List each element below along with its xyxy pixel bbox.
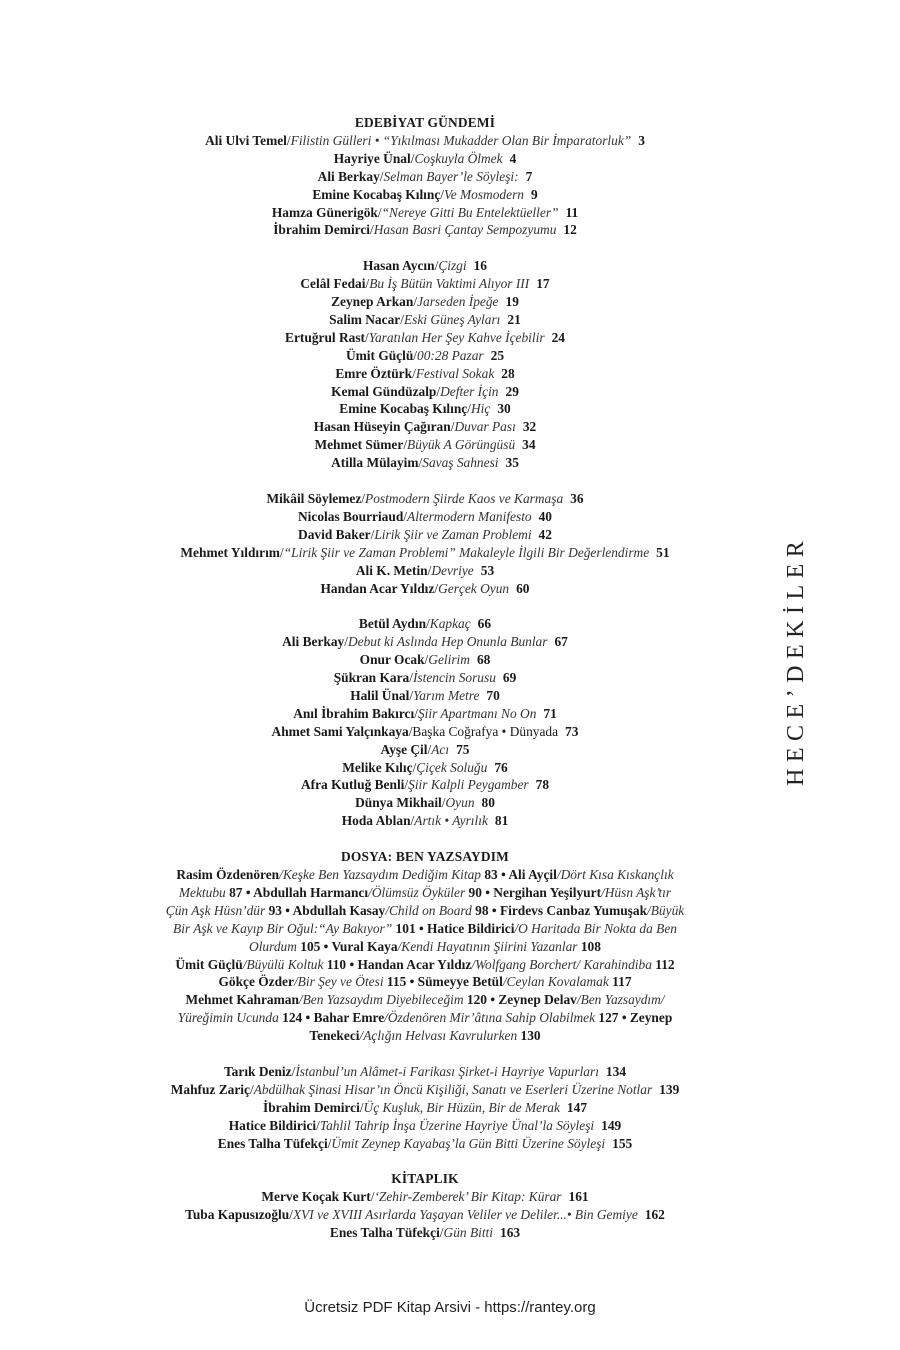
entry-page-number: 73 [565,723,579,739]
entry-page-number: 139 [659,1081,680,1097]
entry-page-number: 70 [486,687,500,703]
toc-entry: Emine Kocabaş Kılınç/Ve Mosmodern 9 [312,186,538,202]
entry-page-number: 81 [494,813,509,829]
entry-title: Çizgi [438,258,467,274]
entry-page-number: 53 [480,562,495,578]
entry-title: Gerçek Oyun [438,580,510,596]
entry-title: Şiir Kalpli Peygamber [408,777,529,793]
entry-title: Ve Mosmodern [444,186,524,202]
entry-page-number: 60 [516,580,530,596]
entry-author: Anıl İbrahim Bakırcı [293,705,415,721]
toc-entry: Celâl Fedai/Bu İş Bütün Vaktimi Alıyor III 17 [300,276,550,292]
toc-entry: Betül Aydın/Kapkaç 66 [358,616,492,632]
toc-entry: Tuba Kapusızoğlu/XVI ve XVIII Asırlarda Yaşayan Veliler ve Deliler...• Bin Gemiye 162 [185,1207,665,1223]
toc-entry: Ahmet Sami Yalçınkaya/Başka Coğrafya • Dünyada 73 [271,723,579,739]
entry-title: “Lirik Şiir ve Zaman Problemi” Makaleyle İlgili Bir Değerlendirme [283,544,650,560]
dosya-line [120,973,730,991]
toc-entry: Tarık Deniz/İstanbul’un Alâmet-i Farikası Şirket-i Hayriye Vapurları 134 [223,1063,627,1079]
toc-entry: Afra Kutluğ Benli/Şiir Kalpli Peygamber 78 [300,777,550,793]
entry-page-number: 76 [494,759,508,775]
dosya-line [120,902,730,920]
dosya-author: 98 • Firdevs Canbaz Yumuşak [475,902,648,918]
entry-title: Lirik Şiir ve Zaman Problemi [374,526,532,542]
entry-title: Kapkaç [429,616,471,632]
toc-entry: Hatice Bildirici/Tahlil Tahrip İnşa Üzerine Hayriye Ünal’la Söyleşi 149 [228,1117,622,1133]
dosya-title: /O Haritada Bir Nokta da Ben [514,920,677,936]
entry-page-number: 7 [525,168,533,184]
entry-author: Atilla Mülayim [331,455,419,471]
toc-entry: Atilla Mülayim/Savaş Sahnesi 35 [331,455,519,471]
dosya-author: Ümit Güçlü [175,956,243,972]
toc-entry: Hoda Ablan/Artık • Ayrılık 81 [341,813,509,829]
entry-title: Yarım Metre [413,687,480,703]
dosya-author: 120 • Zeynep Delav [466,992,577,1008]
entry-page-number: 25 [490,347,505,363]
entry-page-number: 35 [505,455,519,471]
dosya-line [120,938,730,956]
toc-entry: Ali K. Metin/Devriye 53 [355,562,495,578]
entry-author: Enes Talha Tüfekçi [329,1225,440,1241]
entry-page-number: 80 [481,795,495,811]
entry-title: Büyük A Görüngüsü [407,437,516,453]
entry-page-number: 68 [476,652,491,668]
entry-author: Emre Öztürk [335,365,413,381]
dosya-title: /Ceylan Kovalamak [502,974,613,990]
entry-title: Defter İçin [440,383,499,399]
entry-author: Ali Berkay [282,634,345,650]
entry-author: Emine Kocabaş Kılınç [312,186,441,202]
toc-entry: Zeynep Arkan/Jarseden İpeğe 19 [331,294,519,310]
toc-entry: Anıl İbrahim Bakırcı/Şiir Apartmanı No On 71 [293,705,557,721]
entry-author: Hamza Günerigök [271,204,378,220]
dosya-author: 101 • Hatice Bildirici [395,920,515,936]
dosya-title: Çün Aşk Hüsn’dür [165,902,269,918]
entry-author: Ümit Güçlü [345,347,414,363]
entry-page-number: 71 [543,705,557,721]
entry-author: Ahmet Sami Yalçınkaya [271,723,409,739]
entry-title: İstencin Sorusu [412,670,496,686]
entry-title: Acı [431,741,450,757]
entry-author: Emine Kocabaş Kılınç [339,401,468,417]
toc-entry: Ümit Güçlü/00:28 Pazar 25 [345,347,505,363]
entry-title: Duvar Pası [454,419,516,435]
toc-entry: Enes Talha Tüfekçi/Ümit Zeynep Kayabaş’la Gün Bitti Üzerine Söyleşi 155 [217,1135,633,1151]
toc-entry: Kemal Gündüzalp/Defter İçin 29 [331,383,519,399]
entry-author: Betül Aydın [358,616,427,632]
section-spacer [120,830,730,848]
entry-author: Salim Nacar [329,311,401,327]
entry-page-number: 19 [505,294,519,310]
dosya-author: 112 [655,956,675,972]
entry-title: İstanbul’un Alâmet-i Farikası Şirket-i Hayriye Vapurları [295,1063,599,1079]
entry-page-number: 16 [473,258,487,274]
entry-page-number: 163 [500,1225,521,1241]
entry-author: Mikâil Söylemez [266,491,362,506]
entry-title: Artık • Ayrılık [414,813,488,829]
dosya-author: 124 • Bahar Emre [282,1010,385,1026]
toc-entry: Dünya Mikhail/Oyun 80 [355,795,495,811]
entry-title: Çiçek Soluğu [416,759,488,775]
entry-page-number: 3 [638,132,645,148]
entry-author: Hayriye Ünal [333,150,411,166]
entry-author: Ertuğrul Rast [285,329,366,345]
entry-page-number: 17 [536,276,550,292]
entry-author: Tuba Kapusızoğlu [185,1207,290,1223]
entry-author: Mehmet Sümer [314,437,404,453]
entry-page-number: 12 [563,222,577,238]
toc-entry: Şükran Kara/İstencin Sorusu 69 [333,670,517,686]
entry-title: Başka Coğrafya • Dünyada [412,723,559,739]
entry-author: Dünya Mikhail [355,795,442,811]
entry-title: Devriye [431,562,474,578]
entry-title: Coşkuyla Ölmek [414,150,503,166]
entry-author: Mahfuz Zariç [170,1081,250,1097]
entry-page-number: 155 [612,1135,633,1151]
entry-title: Altermodern Manifesto [407,508,532,524]
entry-title: Hasan Basri Çantay Sempozyumu [373,222,557,238]
toc-entry: Halil Ünal/Yarım Metre 70 [350,687,500,703]
entry-author: Zeynep Arkan [331,294,414,310]
entry-page-number: 42 [538,526,552,542]
entry-title: Üç Kuşluk, Bir Hüzün, Bir de Merak [363,1099,560,1115]
dosya-author: 110 • Handan Acar Yıldız [326,956,472,972]
entry-page-number: 32 [522,419,537,435]
toc-entry: Enes Talha Tüfekçi/Gün Bitti 163 [329,1225,521,1241]
entry-title: Debut ki Aslında Hep Onunla Bunlar [347,634,548,650]
entry-page-number: 75 [456,741,470,757]
entry-page-number: 67 [554,634,568,650]
toc-entry: Ali Berkay/Debut ki Aslında Hep Onunla Bunlar 67 [282,634,568,650]
entry-author: İbrahim Demirci [262,1099,360,1115]
dosya-line [120,920,730,938]
dosya-title: /Ben Yazsaydım/ [576,992,665,1008]
entry-title: Yaratılan Her Şey Kahve İçebilir [368,329,545,345]
entry-author: Ayşe Çil [380,741,428,757]
dosya-title: /Bir Şey ve Ötesi [293,974,387,990]
entry-author: Ali K. Metin [355,562,428,578]
dosya-author: 90 • Nergihan Yeşilyurt [468,884,602,900]
dosya-author: 87 • Abdullah Harmancı [229,884,369,900]
toc-entry: Melike Kılıç/Çiçek Soluğu 76 [342,759,508,775]
toc-entry: David Baker/Lirik Şiir ve Zaman Problemi 42 [298,526,552,542]
entry-title: Tahlil Tahrip İnşa Üzerine Hayriye Ünal’la Söyleşi [319,1117,595,1133]
entry-author: Mehmet Yıldırım [180,544,280,560]
section-spacer [120,1045,730,1063]
toc-entry: Handan Acar Yıldız/Gerçek Oyun 60 [320,580,530,596]
entry-title: Şiir Apartmanı No On [417,705,537,721]
entry-title: Selman Bayer’le Söyleşi: [383,168,519,184]
entry-author: İbrahim Demirci [273,222,371,238]
table-of-contents [120,114,730,1242]
dosya-author: 93 • Abdullah Kasay [268,902,386,918]
entry-author: Tarık Deniz [223,1063,292,1079]
entry-author: Halil Ünal [350,687,410,703]
entry-page-number: 161 [568,1189,589,1205]
entry-page-number: 29 [505,383,519,399]
entry-page-number: 28 [501,365,515,381]
entry-title: 00:28 Pazar [417,347,484,363]
footer-text: Ücretsiz PDF Kitap Arsivi - https://rantey.org [304,1299,596,1316]
dosya-line [120,884,730,902]
dosya-line [120,1027,730,1045]
section-heading: KİTAPLIK [391,1171,459,1187]
toc-entry: Ali Berkay/Selman Bayer’le Söyleşi: 7 [317,168,533,184]
entry-title: Festival Sokak [415,365,495,381]
section-spacer [120,1152,730,1170]
toc-entry: Mahfuz Zariç/Abdülhak Şinasi Hisar’ın Öncü Kişiliği, Sanatı ve Eserleri Üzerine Notlar 139 [170,1081,680,1097]
entry-page-number: 147 [566,1099,588,1115]
toc-entry: Emre Öztürk/Festival Sokak 28 [335,365,515,381]
entry-author: Kemal Gündüzalp [331,383,437,399]
entry-page-number: 30 [497,401,511,417]
entry-title: Bu İş Bütün Vaktimi Alıyor III [369,276,530,292]
dosya-author: Gökçe Özder [218,974,294,990]
dosya-title: /Keşke Ben Yazsaydım Dediğim Kitap [279,867,485,882]
dosya-line [120,991,730,1009]
dosya-title: /Hüsn Aşk’tır [601,884,672,900]
dosya-title: Olurdum [249,938,301,954]
entry-title: Gelirim [428,652,470,668]
dosya-title: /Ölümsüz Öyküler [368,884,469,900]
dosya-author: 108 [580,938,601,954]
entry-page-number: 24 [551,329,565,345]
entry-title: ‘Zehir-Zemberek’ Bir Kitap: Kürar [374,1189,562,1205]
toc-entry: Hayriye Ünal/Coşkuyla Ölmek 4 [333,150,517,166]
toc-entry: Mikâil Söylemez/Postmodern Şiirde Kaos ve Karmaşa 36 [266,491,584,506]
entry-title: Abdülhak Şinasi Hisar’ın Öncü Kişiliği, Sanatı ve Eserleri Üzerine Notlar [253,1081,653,1097]
toc-entry: Ali Ulvi Temel/Filistin Gülleri • “Yıkılması Mukadder Olan Bir İmparatorluk” 3 [205,132,645,148]
dosya-author: Mehmet Kahraman [185,992,299,1008]
section-spacer [120,597,730,615]
toc-entry: Ayşe Çil/Acı 75 [380,741,470,757]
toc-entry: Emine Kocabaş Kılınç/Hiç 30 [339,401,511,417]
dosya-title: /Kendi Hayatının Şiirini Yazanlar [397,938,581,954]
dosya-title: /Child on Board [385,902,476,918]
section-heading: DOSYA: BEN YAZSAYDIM [341,849,509,865]
entry-page-number: 51 [656,544,670,560]
entry-title: Oyun [445,795,475,811]
dosya-author: 130 [520,1028,541,1044]
entry-page-number: 162 [644,1207,665,1223]
entry-author: Ali Berkay [317,168,380,184]
dosya-title: Bir Aşk ve Kayıp Bir Oğul:“Ay Bakıyor” [173,920,396,936]
entry-page-number: 4 [509,150,517,166]
entry-title: XVI ve XVIII Asırlarda Yaşayan Veliler ve Deliler...• Bin Gemiye [292,1207,638,1223]
side-title: HECE’DEKİLER [783,534,809,786]
dosya-author: Rasim Özdenören [176,867,280,882]
dosya-title: /Büyülü Koltuk [242,956,327,972]
section-heading: EDEBİYAT GÜNDEMİ [354,115,496,130]
entry-author: Celâl Fedai [300,276,366,292]
entry-page-number: 78 [535,777,550,793]
dosya-title: /Ben Yazsaydım Diyebileceğim [298,992,467,1008]
dosya-author: 105 • Vural Kaya [300,938,398,954]
toc-entry: Hamza Günerigök/“Nereye Gitti Bu Entelektüeller” 11 [271,204,579,220]
dosya-title: /Wolfgang Borchert/ Karahindiba [471,956,656,972]
dosya-line [120,866,730,884]
entry-page-number: 134 [605,1063,627,1079]
toc-entry: İbrahim Demirci/Hasan Basri Çantay Sempozyumu 12 [273,222,577,238]
section-spacer [120,239,730,257]
entry-author: Hasan Aycın [363,258,435,274]
dosya-line [120,956,730,974]
toc-entry: Ertuğrul Rast/Yaratılan Her Şey Kahve İçebilir 24 [285,329,565,345]
entry-page-number: 34 [522,437,536,453]
entry-page-number: 9 [530,186,538,202]
entry-page-number: 149 [601,1117,622,1133]
entry-author: Hatice Bildirici [228,1117,317,1133]
entry-title: Jarseden İpeğe [417,294,499,310]
dosya-author: 83 • Ali Ayçil [484,867,557,882]
entry-author: Şükran Kara [333,670,410,686]
toc-entry: Mehmet Yıldırım/“Lirik Şiir ve Zaman Problemi” Makaleyle İlgili Bir Değerlendirme 51 [180,544,670,560]
toc-entry: İbrahim Demirci/Üç Kuşluk, Bir Hüzün, Bir de Merak 147 [262,1099,588,1115]
entry-author: Merve Koçak Kurt [261,1189,371,1205]
entry-page-number: 66 [477,616,492,632]
dosya-author: 117 [612,974,632,990]
entry-author: Enes Talha Tüfekçi [217,1135,328,1151]
dosya-title: /Büyük [647,902,685,918]
entry-page-number: 40 [538,508,552,524]
dosya-title: /Açlığın Helvası Kavrulurken [359,1028,521,1044]
entry-page-number: 69 [502,670,517,686]
entry-page-number: 21 [507,311,521,327]
entry-author: Onur Ocak [359,652,425,668]
dosya-author: 127 • Zeynep [598,1010,673,1026]
entry-author: David Baker [298,526,371,542]
entry-title: Postmodern Şiirde Kaos ve Karmaşa [365,491,564,506]
toc-entry: Nicolas Bourriaud/Altermodern Manifesto 40 [298,508,552,524]
entry-author: Hasan Hüseyin Çağıran [313,419,451,435]
toc-entry: Merve Koçak Kurt/‘Zehir-Zemberek’ Bir Kitap: Kürar 161 [261,1189,589,1205]
entry-title: Ümit Zeynep Kayabaş’la Gün Bitti Üzerine Söyleşi [331,1135,606,1151]
entry-author: Hoda Ablan [341,813,411,829]
toc-entry: Onur Ocak/Gelirim 68 [359,652,491,668]
toc-entry: Mehmet Sümer/Büyük A Görüngüsü 34 [314,437,536,453]
entry-author: Handan Acar Yıldız [320,580,435,596]
entry-title: Hiç [470,401,491,417]
entry-title: Gün Bitti [443,1225,494,1241]
dosya-line [120,1009,730,1027]
entry-author: Nicolas Bourriaud [298,508,404,524]
dosya-title: Yüreğimin Ucunda [177,1010,283,1026]
dosya-title: /Dört Kısa Kıskançlık [556,867,674,882]
entry-page-number: 11 [565,204,579,220]
entry-author: Ali Ulvi Temel [205,132,287,148]
dosya-title: Mektubu [178,884,230,900]
section-spacer [120,472,730,490]
dosya-title: /Özdenören Mir’âtına Sahip Olabilmek [384,1010,599,1026]
dosya-author: Tenekeci [309,1028,360,1044]
toc-entry: Salim Nacar/Eski Güneş Ayları 21 [329,311,521,327]
entry-title: “Nereye Gitti Bu Entelektüeller” [381,204,559,220]
entry-author: Afra Kutluğ Benli [300,777,405,793]
dosya-author: 115 • Sümeyye Betül [386,974,503,990]
toc-entry: Hasan Aycın/Çizgi 16 [363,258,487,274]
entry-title: Filistin Gülleri • “Yıkılması Mukadder Olan Bir İmparatorluk” [290,132,632,148]
toc-entry: Hasan Hüseyin Çağıran/Duvar Pası 32 [313,419,537,435]
entry-page-number: 36 [570,491,584,506]
entry-title: Eski Güneş Ayları [403,311,501,327]
entry-author: Melike Kılıç [342,759,413,775]
entry-title: Savaş Sahnesi [422,455,499,471]
